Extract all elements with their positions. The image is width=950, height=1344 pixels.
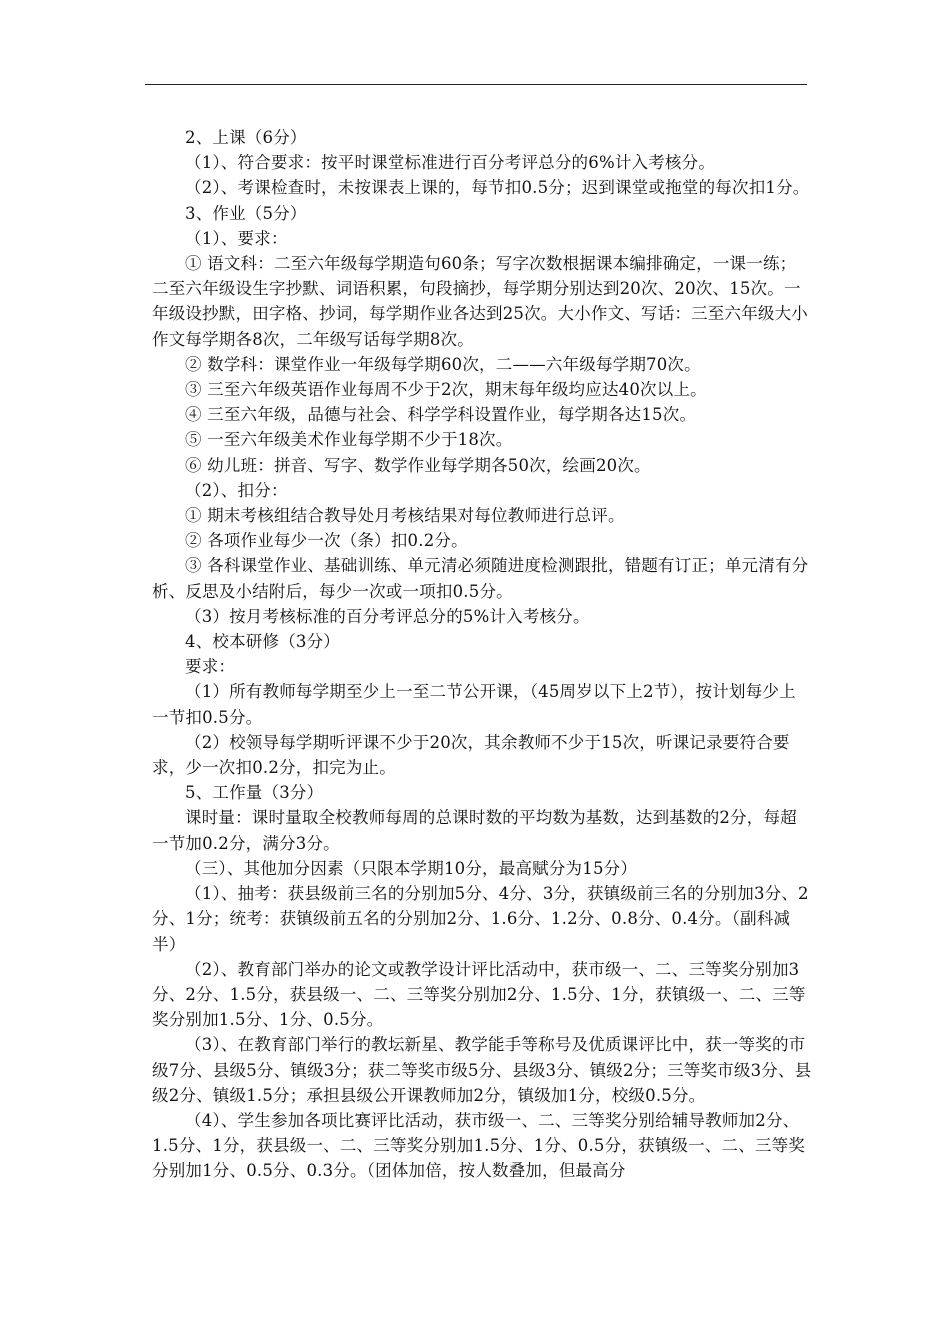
section-heading-homework: 3、作业（5分）: [185, 203, 307, 223]
list-item: ③ 各科课堂作业、基础训练、单元清必须随进度检测跟批，错题有订正；单元清有分析、反思及小结附后，每少一次或一项扣0.5分。: [152, 556, 809, 601]
paragraph: （2）、考课检查时，未按课表上课的，每节扣0.5分；迟到课堂或拖堂的每次扣1分。: [185, 178, 810, 198]
paragraph: （1）、符合要求：按平时课堂标准进行百分考评总分的6%计入考核分。: [185, 153, 716, 173]
paragraph: （2）校领导每学期听评课不少于20次，其余教师不少于15次，听课记录要符合要求，少一次扣0.2分，扣完为止。: [152, 732, 790, 778]
paragraph: （1）所有教师每学期至少上一至二节公开课，（45周岁以下上2节），按计划每少上一节扣0.5分。: [152, 682, 796, 727]
section-heading-attendance: 2、上课（6分）: [185, 128, 307, 147]
document-body: [152, 125, 812, 1184]
paragraph: （2）、扣分：: [185, 480, 288, 500]
list-item: ① 语文科：二至六年级每学期造句60条；写字次数根据课本编排确定，一课一练；二至六年级设生字抄默、词语积累，句段摘抄，每学期分别达到20次、20次、15次。一年级设抄默，田字格、抄词，每学期作业各达到25次。大小作文、写话：三至六年级大小作文每学期各8次，二年级写话每学期8次。: [152, 254, 808, 349]
list-item: ⑥ 幼儿班：拼音、写字、数学作业每学期各50次，绘画20次。: [185, 455, 651, 475]
paragraph: 课时量：课时量取全校教师每周的总课时数的平均数为基数，达到基数的2分，每超一节加0.2分，满分3分。: [152, 808, 797, 853]
header-rule: [145, 84, 807, 85]
paragraph: （3）、在教育部门举行的教坛新星、教学能手等称号及优质课评比中，获一等奖的市级7分、县级5分、镇级3分；获二等奖市级5分、县级3分、镇级2分；三等奖市级3分、县级2分、镇级1.5分；承担县级公开课教师加2分，镇级加1分，校级0.5分。: [152, 1035, 812, 1105]
section-heading-bonus: （三）、其他加分因素（只限本学期10分，最高赋分为15分）: [185, 858, 638, 878]
list-item: ⑤ 一至六年级美术作业每学期不少于18次。: [185, 430, 513, 450]
list-item: ① 期末考核组结合教导处月考核结果对每位教师进行总评。: [185, 506, 625, 526]
paragraph: 要求：: [185, 657, 236, 677]
list-item: ② 数学科：课堂作业一年级每学期60次，二——六年级每学期70次。: [185, 354, 701, 374]
section-heading-workload: 5、工作量（3分）: [185, 783, 324, 803]
list-item: ③ 三至六年级英语作业每周不少于2次，期末每年级均应达40次以上。: [185, 380, 707, 400]
section-heading-research: 4、校本研修（3分）: [185, 632, 340, 652]
list-item: ② 各项作业每少一次（条）扣0.2分。: [185, 531, 468, 551]
paragraph: （4）、学生参加各项比赛评比活动，获市级一、二、三等奖分别给辅导教师加2分、1.5分、1分，获县级一、二、三等奖分别加1.5分、1分、0.5分，获镇级一、二、三等奖分别加1分、0.5分、0.3分。（团体加倍，按人数叠加，但最高分: [152, 1110, 806, 1181]
paragraph: （3）按月考核标准的百分考评总分的5%计入考核分。: [185, 606, 590, 626]
paragraph: （2）、教育部门举办的论文或教学设计评比活动中，获市级一、二、三等奖分别加3分、2分、1.5分，获县级一、二、三等奖分别加2分、1.5分、1分，获镇级一、二、三等奖分别加1.5分、1分、0.5分。: [152, 959, 806, 1030]
paragraph: （1）、抽考：获县级前三名的分别加5分、4分、3分，获镇级前三名的分别加3分、2分、1分；统考：获镇级前五名的分别加2分、1.6分、1.2分、0.8分、0.4分。（副科减半）: [152, 884, 809, 954]
paragraph: （1）、要求：: [185, 228, 288, 248]
list-item: ④ 三至六年级，品德与社会、科学学科设置作业，每学期各达15次。: [185, 405, 697, 425]
